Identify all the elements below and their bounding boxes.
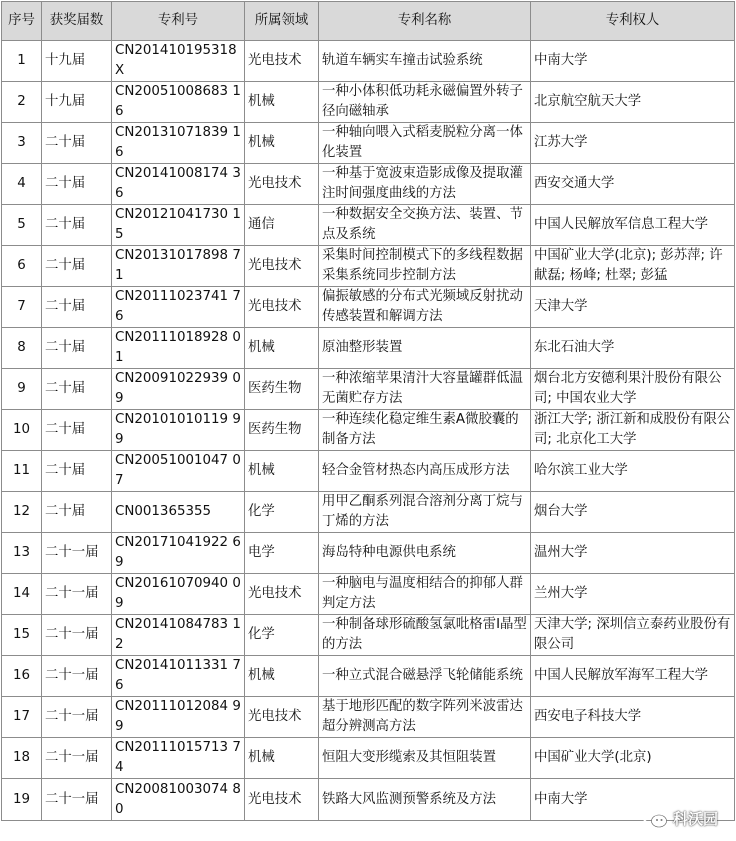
cell-seq: 6 bbox=[2, 246, 42, 287]
cell-patent-name: 原油整形装置 bbox=[319, 328, 531, 369]
cell-patent-no: CN20131071839 16 bbox=[112, 123, 245, 164]
cell-patent-no: CN20141084783 12 bbox=[112, 615, 245, 656]
table-row bbox=[2, 328, 735, 369]
cell-seq: 19 bbox=[2, 779, 42, 821]
table-row bbox=[2, 123, 735, 164]
cell-session: 二十一届 bbox=[42, 533, 112, 574]
cell-session: 二十届 bbox=[42, 287, 112, 328]
table-row bbox=[2, 164, 735, 205]
cell-session: 二十届 bbox=[42, 328, 112, 369]
header-row bbox=[2, 2, 735, 41]
cell-patent-no: CN20111012084 99 bbox=[112, 697, 245, 738]
watermark-text: 科沃园 bbox=[672, 809, 718, 828]
cell-owner: 东北石油大学 bbox=[531, 328, 735, 369]
cell-owner: 中国人民解放军海军工程大学 bbox=[531, 656, 735, 697]
table-row bbox=[2, 615, 735, 656]
cell-seq: 1 bbox=[2, 41, 42, 82]
cell-patent-name: 一种连续化稳定维生素A微胶囊的制备方法 bbox=[319, 410, 531, 451]
cell-patent-name: 基于地形匹配的数字阵列米波雷达超分辨测高方法 bbox=[319, 697, 531, 738]
cell-seq: 14 bbox=[2, 574, 42, 615]
cell-patent-name: 轻合金管材热态内高压成形方法 bbox=[319, 451, 531, 492]
header-owner: 专利权人 bbox=[531, 2, 735, 41]
cell-seq: 4 bbox=[2, 164, 42, 205]
cell-patent-name: 用甲乙酮系列混合溶剂分离丁烷与丁烯的方法 bbox=[319, 492, 531, 533]
cell-session: 二十一届 bbox=[42, 697, 112, 738]
cell-field: 光电技术 bbox=[245, 41, 319, 82]
cell-field: 通信 bbox=[245, 205, 319, 246]
cell-session: 二十届 bbox=[42, 205, 112, 246]
cell-seq: 17 bbox=[2, 697, 42, 738]
cell-patent-no: CN20141008174 36 bbox=[112, 164, 245, 205]
cell-seq: 9 bbox=[2, 369, 42, 410]
cell-field: 光电技术 bbox=[245, 574, 319, 615]
cell-owner: 西安电子科技大学 bbox=[531, 697, 735, 738]
cell-patent-name: 轨道车辆实车撞击试验系统 bbox=[319, 41, 531, 82]
cell-session: 十九届 bbox=[42, 82, 112, 123]
cell-seq: 11 bbox=[2, 451, 42, 492]
table-row bbox=[2, 410, 735, 451]
cell-seq: 8 bbox=[2, 328, 42, 369]
header-seq: 序号 bbox=[2, 2, 42, 41]
cell-owner: 烟台北方安德利果汁股份有限公司; 中国农业大学 bbox=[531, 369, 735, 410]
cell-owner: 哈尔滨工业大学 bbox=[531, 451, 735, 492]
cell-field: 机械 bbox=[245, 656, 319, 697]
cell-session: 二十一届 bbox=[42, 574, 112, 615]
cell-seq: 12 bbox=[2, 492, 42, 533]
cell-field: 机械 bbox=[245, 738, 319, 779]
cell-owner: 江苏大学 bbox=[531, 123, 735, 164]
cell-field: 光电技术 bbox=[245, 779, 319, 821]
table-row bbox=[2, 492, 735, 533]
cell-patent-name: 一种制备球形硫酸氢氯吡格雷I晶型的方法 bbox=[319, 615, 531, 656]
patent-award-table bbox=[1, 1, 735, 821]
cell-seq: 2 bbox=[2, 82, 42, 123]
cell-patent-name: 偏振敏感的分布式光频域反射扰动传感装置和解调方法 bbox=[319, 287, 531, 328]
cell-owner: 中国矿业大学(北京) bbox=[531, 738, 735, 779]
cell-field: 医药生物 bbox=[245, 410, 319, 451]
cell-owner: 北京航空航天大学 bbox=[531, 82, 735, 123]
table-row bbox=[2, 574, 735, 615]
cell-patent-name: 一种浓缩苹果清汁大容量罐群低温无菌贮存方法 bbox=[319, 369, 531, 410]
cell-patent-name: 一种基于宽波束造影成像及提取灌注时间强度曲线的方法 bbox=[319, 164, 531, 205]
cell-session: 二十一届 bbox=[42, 615, 112, 656]
header-name: 专利名称 bbox=[319, 2, 531, 41]
cell-owner: 西安交通大学 bbox=[531, 164, 735, 205]
cell-patent-no: CN20111023741 76 bbox=[112, 287, 245, 328]
cell-session: 十九届 bbox=[42, 41, 112, 82]
cell-field: 医药生物 bbox=[245, 369, 319, 410]
cell-patent-name: 海岛特种电源供电系统 bbox=[319, 533, 531, 574]
cell-patent-no: CN20171041922 69 bbox=[112, 533, 245, 574]
cell-seq: 10 bbox=[2, 410, 42, 451]
cell-owner: 中国矿业大学(北京); 彭苏萍; 许献磊; 杨峰; 杜翠; 彭猛 bbox=[531, 246, 735, 287]
cell-field: 光电技术 bbox=[245, 246, 319, 287]
cell-field: 化学 bbox=[245, 492, 319, 533]
cell-patent-no: CN20101010119 99 bbox=[112, 410, 245, 451]
table-row bbox=[2, 41, 735, 82]
table-row bbox=[2, 656, 735, 697]
cell-session: 二十一届 bbox=[42, 779, 112, 821]
cell-session: 二十一届 bbox=[42, 656, 112, 697]
cell-patent-no: CN001365355 bbox=[112, 492, 245, 533]
cell-owner: 天津大学; 深圳信立泰药业股份有限公司 bbox=[531, 615, 735, 656]
cell-patent-no: CN20141011331 76 bbox=[112, 656, 245, 697]
cell-field: 机械 bbox=[245, 451, 319, 492]
cell-patent-no: CN20091022939 09 bbox=[112, 369, 245, 410]
cell-patent-no: CN20121041730 15 bbox=[112, 205, 245, 246]
cell-session: 二十届 bbox=[42, 123, 112, 164]
cell-field: 光电技术 bbox=[245, 697, 319, 738]
cell-field: 机械 bbox=[245, 328, 319, 369]
cell-field: 光电技术 bbox=[245, 287, 319, 328]
cell-seq: 13 bbox=[2, 533, 42, 574]
cell-patent-no: CN201410195318X bbox=[112, 41, 245, 82]
table-row bbox=[2, 205, 735, 246]
cell-field: 电学 bbox=[245, 533, 319, 574]
table-body bbox=[2, 41, 735, 821]
cell-field: 机械 bbox=[245, 82, 319, 123]
table-row bbox=[2, 533, 735, 574]
cell-owner: 浙江大学; 浙江新和成股份有限公司; 北京化工大学 bbox=[531, 410, 735, 451]
cell-session: 二十届 bbox=[42, 369, 112, 410]
cell-field: 光电技术 bbox=[245, 164, 319, 205]
header-field: 所属领域 bbox=[245, 2, 319, 41]
cell-session: 二十届 bbox=[42, 451, 112, 492]
cell-patent-no: CN20111015713 74 bbox=[112, 738, 245, 779]
table-header bbox=[2, 2, 735, 41]
cell-seq: 7 bbox=[2, 287, 42, 328]
cell-patent-name: 一种数据安全交换方法、装置、节点及系统 bbox=[319, 205, 531, 246]
cell-owner: 中国人民解放军信息工程大学 bbox=[531, 205, 735, 246]
cell-patent-no: CN20161070940 09 bbox=[112, 574, 245, 615]
table-row bbox=[2, 246, 735, 287]
cell-patent-no: CN20131017898 71 bbox=[112, 246, 245, 287]
table-row bbox=[2, 779, 735, 821]
cell-session: 二十届 bbox=[42, 164, 112, 205]
cell-owner: 中南大学 bbox=[531, 41, 735, 82]
cell-patent-name: 一种小体积低功耗永磁偏置外转子径向磁轴承 bbox=[319, 82, 531, 123]
header-patent-no: 专利号 bbox=[112, 2, 245, 41]
cell-patent-no: CN20081003074 80 bbox=[112, 779, 245, 821]
cell-seq: 5 bbox=[2, 205, 42, 246]
table-row bbox=[2, 697, 735, 738]
cell-owner: 天津大学 bbox=[531, 287, 735, 328]
cell-session: 二十一届 bbox=[42, 738, 112, 779]
header-session: 获奖届数 bbox=[42, 2, 112, 41]
cell-patent-no: CN20051008683 16 bbox=[112, 82, 245, 123]
cell-owner: 烟台大学 bbox=[531, 492, 735, 533]
cell-owner: 兰州大学 bbox=[531, 574, 735, 615]
cell-seq: 18 bbox=[2, 738, 42, 779]
cell-seq: 16 bbox=[2, 656, 42, 697]
cell-owner: 中南大学 bbox=[531, 779, 735, 821]
cell-field: 化学 bbox=[245, 615, 319, 656]
cell-owner: 温州大学 bbox=[531, 533, 735, 574]
cell-seq: 15 bbox=[2, 615, 42, 656]
cell-session: 二十届 bbox=[42, 492, 112, 533]
cell-seq: 3 bbox=[2, 123, 42, 164]
cell-patent-name: 一种脑电与温度相结合的抑郁人群判定方法 bbox=[319, 574, 531, 615]
table-row bbox=[2, 82, 735, 123]
cell-patent-no: CN20051001047 07 bbox=[112, 451, 245, 492]
cell-patent-name: 一种轴向喂入式稻麦脱粒分离一体化装置 bbox=[319, 123, 531, 164]
cell-session: 二十届 bbox=[42, 246, 112, 287]
cell-field: 机械 bbox=[245, 123, 319, 164]
table-row bbox=[2, 451, 735, 492]
cell-patent-name: 恒阻大变形缆索及其恒阻装置 bbox=[319, 738, 531, 779]
cell-patent-no: CN20111018928 01 bbox=[112, 328, 245, 369]
cell-patent-name: 一种立式混合磁悬浮飞轮储能系统 bbox=[319, 656, 531, 697]
table-row bbox=[2, 287, 735, 328]
wechat-icon bbox=[642, 807, 668, 829]
table-row bbox=[2, 369, 735, 410]
watermark bbox=[642, 807, 718, 829]
cell-patent-name: 铁路大风监测预警系统及方法 bbox=[319, 779, 531, 821]
table-row bbox=[2, 738, 735, 779]
cell-patent-name: 采集时间控制模式下的多线程数据采集系统同步控制方法 bbox=[319, 246, 531, 287]
cell-session: 二十届 bbox=[42, 410, 112, 451]
